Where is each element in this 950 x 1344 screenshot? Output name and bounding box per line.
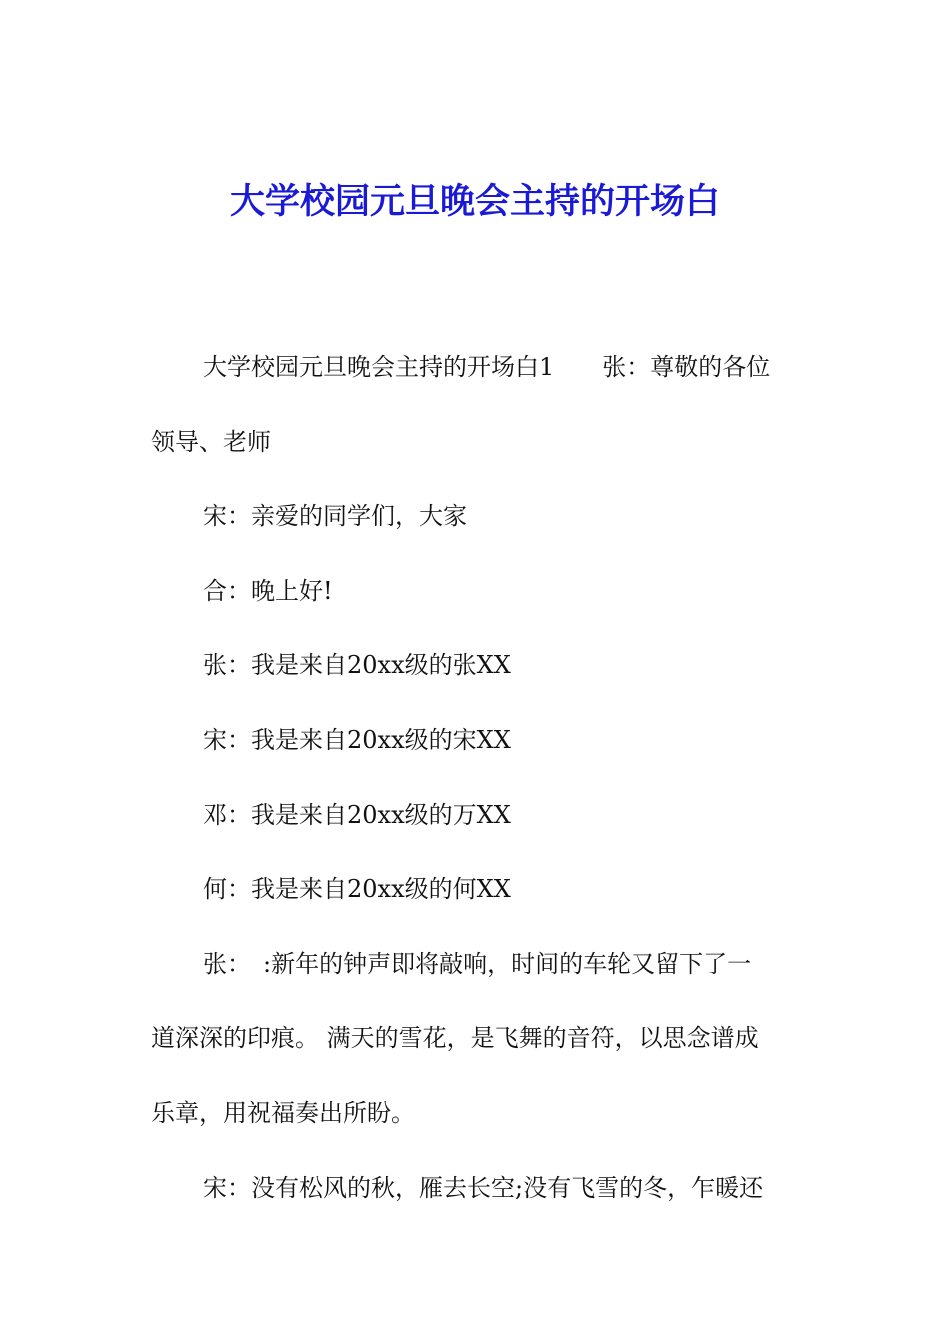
paragraph-line: 大学校园元旦晚会主持的开场白1 张：尊敬的各位 <box>203 353 771 381</box>
document-body <box>151 330 811 1225</box>
paragraph-line: 张：我是来自20xx级的张XX <box>203 651 511 680</box>
paragraph-line: 张： :新年的钟声即将敲响，时间的车轮又留下了一 <box>203 949 752 978</box>
document-title: 大学校园元旦晚会主持的开场白 <box>229 181 720 222</box>
paragraph-line: 合：晚上好! <box>203 576 333 605</box>
paragraph-line: 何：我是来自20xx级的何XX <box>203 875 511 904</box>
paragraph-line: 乐章，用祝福奏出所盼。 <box>151 1098 415 1127</box>
paragraph-line: 宋：没有松风的秋，雁去长空;没有飞雪的冬，乍暖还 <box>203 1173 764 1202</box>
paragraph-line: 领导、老师 <box>151 427 271 456</box>
paragraph-line: 宋：亲爱的同学们，大家 <box>203 502 467 531</box>
paragraph-line: 道深深的印痕。 满天的雪花，是飞舞的音符，以思念谱成 <box>151 1024 759 1053</box>
paragraph-line: 邓：我是来自20xx级的万XX <box>203 800 511 829</box>
paragraph-line: 宋：我是来自20xx级的宋XX <box>203 725 511 754</box>
